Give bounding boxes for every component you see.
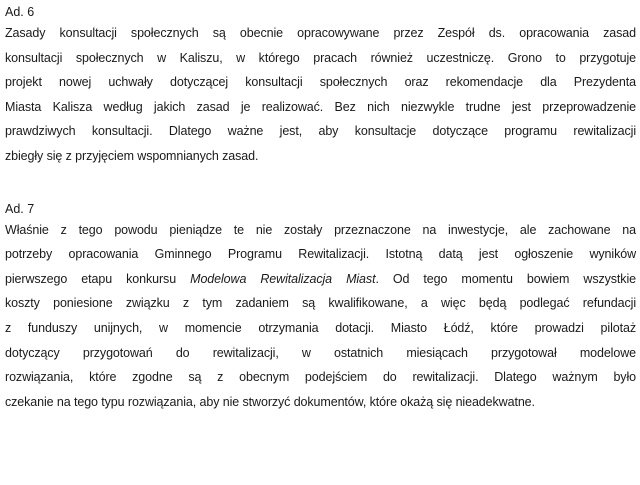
text-fragment: . Od tego momentu bowiem wszystkie xyxy=(375,271,636,286)
text-line: czekanie na tego typu rozwiązania, aby nie stworzyć dokumentów, które okażą się nieadekwatne. xyxy=(5,394,535,409)
text-fragment: pierwszego etapu konkursu xyxy=(5,271,191,286)
text-line: konsultacji społecznych w Kaliszu, w którego pracach również uczestniczę. Grono to przygotuje xyxy=(5,50,636,65)
text-line: projekt nowej uchwały dotyczącej konsultacji społecznych oraz rekomendacje dla Prezydenta xyxy=(5,75,636,90)
section-heading: Ad. 6 xyxy=(5,5,35,19)
section-ad-7 xyxy=(5,200,636,415)
emphasized-title: Modelowa Rewitalizacja Miast xyxy=(190,271,376,286)
text-line: zbiegły się z przyjęciem wspomnianych zasad. xyxy=(5,148,259,163)
text-line: rozwiązania, które zgodne są z obecnym podejściem do rewitalizacji. Dlatego ważnym było xyxy=(5,370,636,385)
text-line: Zasady konsultacji społecznych są obecnie opracowywane przez Zespół ds. opracowania zasad xyxy=(5,26,636,40)
text-line xyxy=(5,267,636,292)
text-line: potrzeby opracowania Gminnego Programu Rewitalizacji. Istotną datą jest ogłoszenie wyników xyxy=(5,247,636,262)
paragraph xyxy=(5,218,636,415)
paragraph xyxy=(5,21,636,169)
text-line: koszty poniesione związku z tym zadaniem są kwalifikowane, a więc będą podlegać refundacji xyxy=(5,296,636,311)
section-heading: Ad. 7 xyxy=(5,201,35,216)
text-line: Miasta Kalisza według jakich zasad je realizować. Bez nich niezwykle trudne jest przeprowadzenie xyxy=(5,99,636,114)
text-line: dotyczący przygotowań do rewitalizacji, w ostatnich miesiącach przygotował modelowe xyxy=(5,345,636,360)
text-line: z funduszy unijnych, w momencie otrzymania dotacji. Miasto Łódź, które prowadzi pilotaż xyxy=(5,320,636,335)
text-line: Właśnie z tego powodu pieniądze te nie zostały przeznaczone na inwestycje, ale zachowane na xyxy=(5,222,636,237)
text-line: prawdziwych konsultacji. Dlatego ważne jest, aby konsultacje dotyczące programu rewitalizacji xyxy=(5,124,636,139)
section-ad-6 xyxy=(5,3,636,169)
